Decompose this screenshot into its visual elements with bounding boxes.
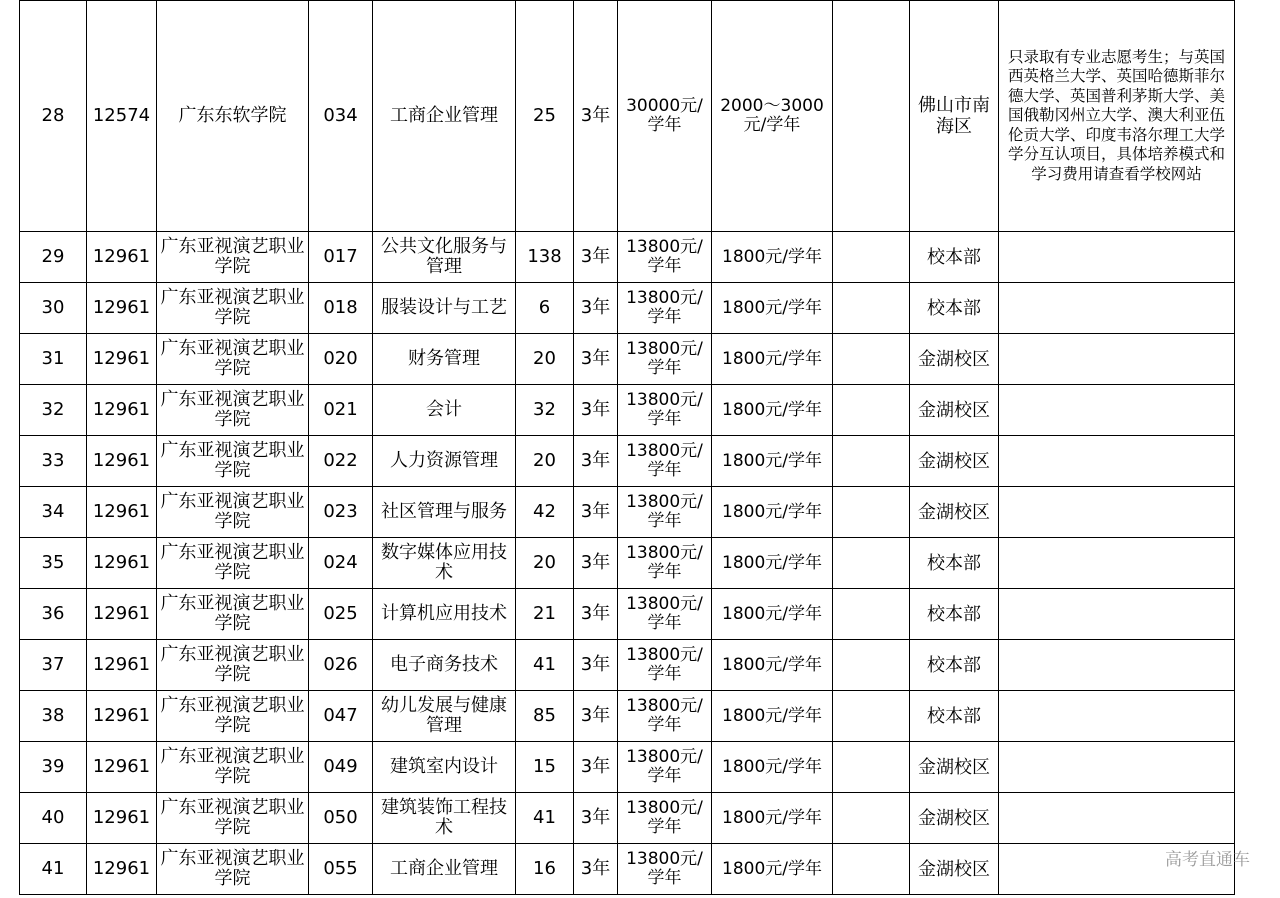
school-code-cell: 12574 <box>87 1 157 232</box>
major-code-cell: 020 <box>309 334 373 385</box>
row-number-cell: 40 <box>20 793 87 844</box>
school-name-cell: 广东亚视演艺职业学院 <box>157 844 309 895</box>
table-row <box>20 589 1235 640</box>
school-code-cell: 12961 <box>87 334 157 385</box>
tuition-cell: 13800元/学年 <box>618 283 712 334</box>
major-name-cell: 公共文化服务与管理 <box>373 232 516 283</box>
school-code-cell: 12961 <box>87 487 157 538</box>
table-row <box>20 691 1235 742</box>
accommodation-fee-cell: 1800元/学年 <box>712 589 833 640</box>
remarks-cell <box>999 385 1235 436</box>
school-code-cell: 12961 <box>87 385 157 436</box>
school-code-cell: 12961 <box>87 589 157 640</box>
major-code-cell: 026 <box>309 640 373 691</box>
empty-cell <box>833 385 910 436</box>
table-row <box>20 1 1235 232</box>
accommodation-fee-cell: 1800元/学年 <box>712 691 833 742</box>
major-name-cell: 工商企业管理 <box>373 844 516 895</box>
major-name-cell: 幼儿发展与健康管理 <box>373 691 516 742</box>
duration-cell: 3年 <box>574 385 618 436</box>
school-code-cell: 12961 <box>87 640 157 691</box>
accommodation-fee-cell: 1800元/学年 <box>712 334 833 385</box>
major-name-cell: 建筑装饰工程技术 <box>373 793 516 844</box>
campus-cell: 金湖校区 <box>910 385 999 436</box>
campus-cell: 校本部 <box>910 589 999 640</box>
empty-cell <box>833 844 910 895</box>
empty-cell <box>833 283 910 334</box>
remarks-cell <box>999 436 1235 487</box>
tuition-cell: 13800元/学年 <box>618 691 712 742</box>
plan-count-cell: 138 <box>516 232 574 283</box>
accommodation-fee-cell: 2000～3000元/学年 <box>712 1 833 232</box>
school-name-cell: 广东亚视演艺职业学院 <box>157 691 309 742</box>
duration-cell: 3年 <box>574 742 618 793</box>
school-name-cell: 广东亚视演艺职业学院 <box>157 283 309 334</box>
remarks-cell <box>999 487 1235 538</box>
school-name-cell: 广东亚视演艺职业学院 <box>157 334 309 385</box>
major-name-cell: 社区管理与服务 <box>373 487 516 538</box>
empty-cell <box>833 487 910 538</box>
tuition-cell: 13800元/学年 <box>618 385 712 436</box>
duration-cell: 3年 <box>574 640 618 691</box>
accommodation-fee-cell: 1800元/学年 <box>712 538 833 589</box>
accommodation-fee-cell: 1800元/学年 <box>712 487 833 538</box>
plan-count-cell: 42 <box>516 487 574 538</box>
major-name-cell: 建筑室内设计 <box>373 742 516 793</box>
major-name-cell: 人力资源管理 <box>373 436 516 487</box>
duration-cell: 3年 <box>574 334 618 385</box>
duration-cell: 3年 <box>574 232 618 283</box>
table-row <box>20 742 1235 793</box>
school-name-cell: 广东亚视演艺职业学院 <box>157 385 309 436</box>
row-number-cell: 29 <box>20 232 87 283</box>
table-row <box>20 232 1235 283</box>
duration-cell: 3年 <box>574 283 618 334</box>
tuition-cell: 13800元/学年 <box>618 334 712 385</box>
admission-table <box>19 0 1235 895</box>
row-number-cell: 30 <box>20 283 87 334</box>
remarks-cell <box>999 538 1235 589</box>
tuition-cell: 13800元/学年 <box>618 742 712 793</box>
plan-count-cell: 20 <box>516 436 574 487</box>
table-row <box>20 538 1235 589</box>
campus-cell: 校本部 <box>910 232 999 283</box>
major-name-cell: 会计 <box>373 385 516 436</box>
school-code-cell: 12961 <box>87 691 157 742</box>
campus-cell: 金湖校区 <box>910 742 999 793</box>
empty-cell <box>833 691 910 742</box>
school-name-cell: 广东亚视演艺职业学院 <box>157 232 309 283</box>
plan-count-cell: 20 <box>516 334 574 385</box>
remarks-cell <box>999 232 1235 283</box>
empty-cell <box>833 793 910 844</box>
empty-cell <box>833 334 910 385</box>
tuition-cell: 13800元/学年 <box>618 538 712 589</box>
duration-cell: 3年 <box>574 436 618 487</box>
accommodation-fee-cell: 1800元/学年 <box>712 742 833 793</box>
plan-count-cell: 85 <box>516 691 574 742</box>
school-name-cell: 广东亚视演艺职业学院 <box>157 742 309 793</box>
major-code-cell: 049 <box>309 742 373 793</box>
major-code-cell: 055 <box>309 844 373 895</box>
plan-count-cell: 6 <box>516 283 574 334</box>
table-body <box>20 1 1235 895</box>
major-name-cell: 计算机应用技术 <box>373 589 516 640</box>
major-code-cell: 023 <box>309 487 373 538</box>
campus-cell: 校本部 <box>910 640 999 691</box>
major-name-cell: 财务管理 <box>373 334 516 385</box>
plan-count-cell: 15 <box>516 742 574 793</box>
major-code-cell: 034 <box>309 1 373 232</box>
empty-cell <box>833 436 910 487</box>
school-name-cell: 广东东软学院 <box>157 1 309 232</box>
major-code-cell: 018 <box>309 283 373 334</box>
empty-cell <box>833 538 910 589</box>
empty-cell <box>833 640 910 691</box>
school-name-cell: 广东亚视演艺职业学院 <box>157 538 309 589</box>
table-row <box>20 385 1235 436</box>
duration-cell: 3年 <box>574 691 618 742</box>
duration-cell: 3年 <box>574 1 618 232</box>
major-name-cell: 数字媒体应用技术 <box>373 538 516 589</box>
accommodation-fee-cell: 1800元/学年 <box>712 793 833 844</box>
campus-cell: 金湖校区 <box>910 844 999 895</box>
table-row <box>20 487 1235 538</box>
accommodation-fee-cell: 1800元/学年 <box>712 436 833 487</box>
campus-cell: 金湖校区 <box>910 334 999 385</box>
remarks-cell <box>999 793 1235 844</box>
row-number-cell: 32 <box>20 385 87 436</box>
major-name-cell: 服装设计与工艺 <box>373 283 516 334</box>
major-code-cell: 050 <box>309 793 373 844</box>
accommodation-fee-cell: 1800元/学年 <box>712 232 833 283</box>
school-code-cell: 12961 <box>87 538 157 589</box>
major-code-cell: 017 <box>309 232 373 283</box>
plan-count-cell: 41 <box>516 640 574 691</box>
accommodation-fee-cell: 1800元/学年 <box>712 640 833 691</box>
duration-cell: 3年 <box>574 538 618 589</box>
row-number-cell: 38 <box>20 691 87 742</box>
school-name-cell: 广东亚视演艺职业学院 <box>157 487 309 538</box>
empty-cell <box>833 232 910 283</box>
campus-cell: 金湖校区 <box>910 436 999 487</box>
school-name-cell: 广东亚视演艺职业学院 <box>157 640 309 691</box>
plan-count-cell: 16 <box>516 844 574 895</box>
remarks-cell <box>999 742 1235 793</box>
tuition-cell: 13800元/学年 <box>618 487 712 538</box>
major-code-cell: 021 <box>309 385 373 436</box>
tuition-cell: 30000元/学年 <box>618 1 712 232</box>
major-code-cell: 022 <box>309 436 373 487</box>
remarks-cell <box>999 334 1235 385</box>
remarks-cell <box>999 283 1235 334</box>
plan-count-cell: 25 <box>516 1 574 232</box>
campus-cell: 校本部 <box>910 538 999 589</box>
remarks-cell: 只录取有专业志愿考生；与英国西英格兰大学、英国哈德斯菲尔德大学、英国普利茅斯大学、美国俄勒冈州立大学、澳大利亚伍伦贡大学、印度韦洛尔理工大学学分互认项目，具体培养模式和学习费用请查看学校网站 <box>999 1 1235 232</box>
row-number-cell: 39 <box>20 742 87 793</box>
accommodation-fee-cell: 1800元/学年 <box>712 844 833 895</box>
row-number-cell: 34 <box>20 487 87 538</box>
duration-cell: 3年 <box>574 589 618 640</box>
school-code-cell: 12961 <box>87 436 157 487</box>
table-row <box>20 793 1235 844</box>
major-name-cell: 工商企业管理 <box>373 1 516 232</box>
accommodation-fee-cell: 1800元/学年 <box>712 385 833 436</box>
campus-cell: 金湖校区 <box>910 487 999 538</box>
plan-count-cell: 32 <box>516 385 574 436</box>
major-name-cell: 电子商务技术 <box>373 640 516 691</box>
campus-cell: 佛山市南海区 <box>910 1 999 232</box>
school-code-cell: 12961 <box>87 742 157 793</box>
empty-cell <box>833 742 910 793</box>
empty-cell <box>833 1 910 232</box>
row-number-cell: 31 <box>20 334 87 385</box>
plan-count-cell: 41 <box>516 793 574 844</box>
plan-count-cell: 21 <box>516 589 574 640</box>
campus-cell: 校本部 <box>910 283 999 334</box>
table-row <box>20 640 1235 691</box>
major-code-cell: 025 <box>309 589 373 640</box>
tuition-cell: 13800元/学年 <box>618 844 712 895</box>
school-code-cell: 12961 <box>87 793 157 844</box>
tuition-cell: 13800元/学年 <box>618 793 712 844</box>
row-number-cell: 37 <box>20 640 87 691</box>
school-code-cell: 12961 <box>87 283 157 334</box>
school-code-cell: 12961 <box>87 232 157 283</box>
school-code-cell: 12961 <box>87 844 157 895</box>
row-number-cell: 33 <box>20 436 87 487</box>
row-number-cell: 41 <box>20 844 87 895</box>
remarks-cell <box>999 691 1235 742</box>
plan-count-cell: 20 <box>516 538 574 589</box>
watermark: 高考直通车 <box>1165 850 1250 870</box>
duration-cell: 3年 <box>574 487 618 538</box>
major-code-cell: 024 <box>309 538 373 589</box>
remarks-cell <box>999 589 1235 640</box>
major-code-cell: 047 <box>309 691 373 742</box>
row-number-cell: 35 <box>20 538 87 589</box>
table-row <box>20 334 1235 385</box>
accommodation-fee-cell: 1800元/学年 <box>712 283 833 334</box>
table-row <box>20 436 1235 487</box>
duration-cell: 3年 <box>574 793 618 844</box>
row-number-cell: 36 <box>20 589 87 640</box>
tuition-cell: 13800元/学年 <box>618 589 712 640</box>
table-row <box>20 844 1235 895</box>
row-number-cell: 28 <box>20 1 87 232</box>
school-name-cell: 广东亚视演艺职业学院 <box>157 436 309 487</box>
duration-cell: 3年 <box>574 844 618 895</box>
empty-cell <box>833 589 910 640</box>
school-name-cell: 广东亚视演艺职业学院 <box>157 589 309 640</box>
table-row <box>20 283 1235 334</box>
remarks-cell <box>999 640 1235 691</box>
tuition-cell: 13800元/学年 <box>618 232 712 283</box>
tuition-cell: 13800元/学年 <box>618 640 712 691</box>
school-name-cell: 广东亚视演艺职业学院 <box>157 793 309 844</box>
campus-cell: 校本部 <box>910 691 999 742</box>
tuition-cell: 13800元/学年 <box>618 436 712 487</box>
campus-cell: 金湖校区 <box>910 793 999 844</box>
